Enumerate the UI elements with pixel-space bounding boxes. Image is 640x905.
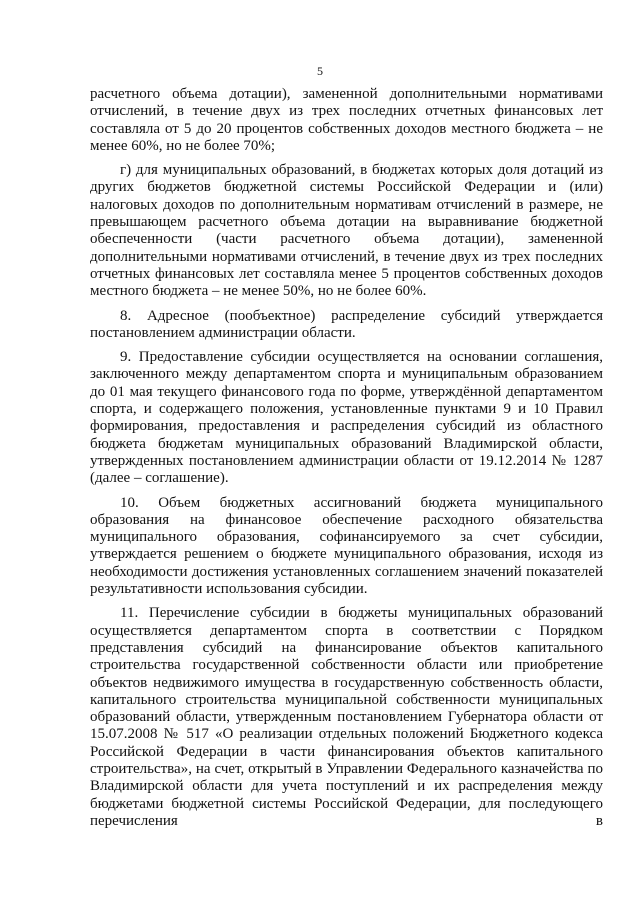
paragraph-item-g: г) для муниципальных образований, в бюджетах которых доля дотаций из других бюджетов бюджетной системы Российской Федерации и (или) налоговых доходов по дополнительным нормативам отчислений в размере, не превышающем расчетного объема дотации на выравнивание бюджетной обеспеченности (части расчетного объема дотации), замененной дополнительными нормативами отчислений, в течение двух из трех последних отчетных финансовых лет составляла менее 5 процентов собственных доходов местного бюджета – не менее 50%, но не более 60%. [90, 162, 603, 300]
document-body [90, 86, 603, 830]
paragraph-continuation: расчетного объема дотации), замененной дополнительными нормативами отчислений, в течение двух из трех последних отчетных финансовых лет составляла от 5 до 20 процентов собственных доходов местного бюджета – не менее 60%, но не более 70%; [90, 86, 603, 154]
paragraph-item-9: 9. Предоставление субсидии осуществляется на основании соглашения, заключенного между департаментом спорта и муниципальным образованием до 01 мая текущего финансового года по форме, утверждённой департаментом спорта, и содержащего положения, установленные пунктами 9 и 10 Правил формирования, предоставления и распределения субсидий из областного бюджета бюджетам муниципальных образований Владимирской области, утвержденных постановлением администрации области от 19.12.2014 № 1287 (далее – соглашение). [90, 349, 603, 487]
paragraph-item-8: 8. Адресное (пообъектное) распределение субсидий утверждается постановлением администрации области. [90, 307, 603, 341]
paragraph-item-10: 10. Объем бюджетных ассигнований бюджета муниципального образования на финансовое обеспечение расходного обязательства муниципального образования, софинансируемого за счет субсидии, утверждается решением о бюджете муниципального образования, исходя из необходимости достижения установленных соглашением значений показателей результативности использования субсидии. [90, 494, 603, 598]
page-number: 5 [317, 64, 323, 78]
paragraph-item-11: 11. Перечисление субсидии в бюджеты муниципальных образований осуществляется департаментом спорта в соответствии с Порядком представления субсидий на финансирование объектов капитального строительства государственной собственности области или приобретение объектов недвижимого имущества в государственную собственность области, капитального строительства муниципальной собственности муниципальных образований области, утвержденным постановлением Губернатора области от 15.07.2008 № 517 «О реализации отдельных положений Бюджетного кодекса Российской Федерации в части финансирования объектов капитального строительства», на счет, открытый в Управлении Федерального казначейства по Владимирской области для учета поступлений и их распределения между бюджетами бюджетной системы Российской Федерации, для последующего перечисления в [90, 605, 603, 829]
